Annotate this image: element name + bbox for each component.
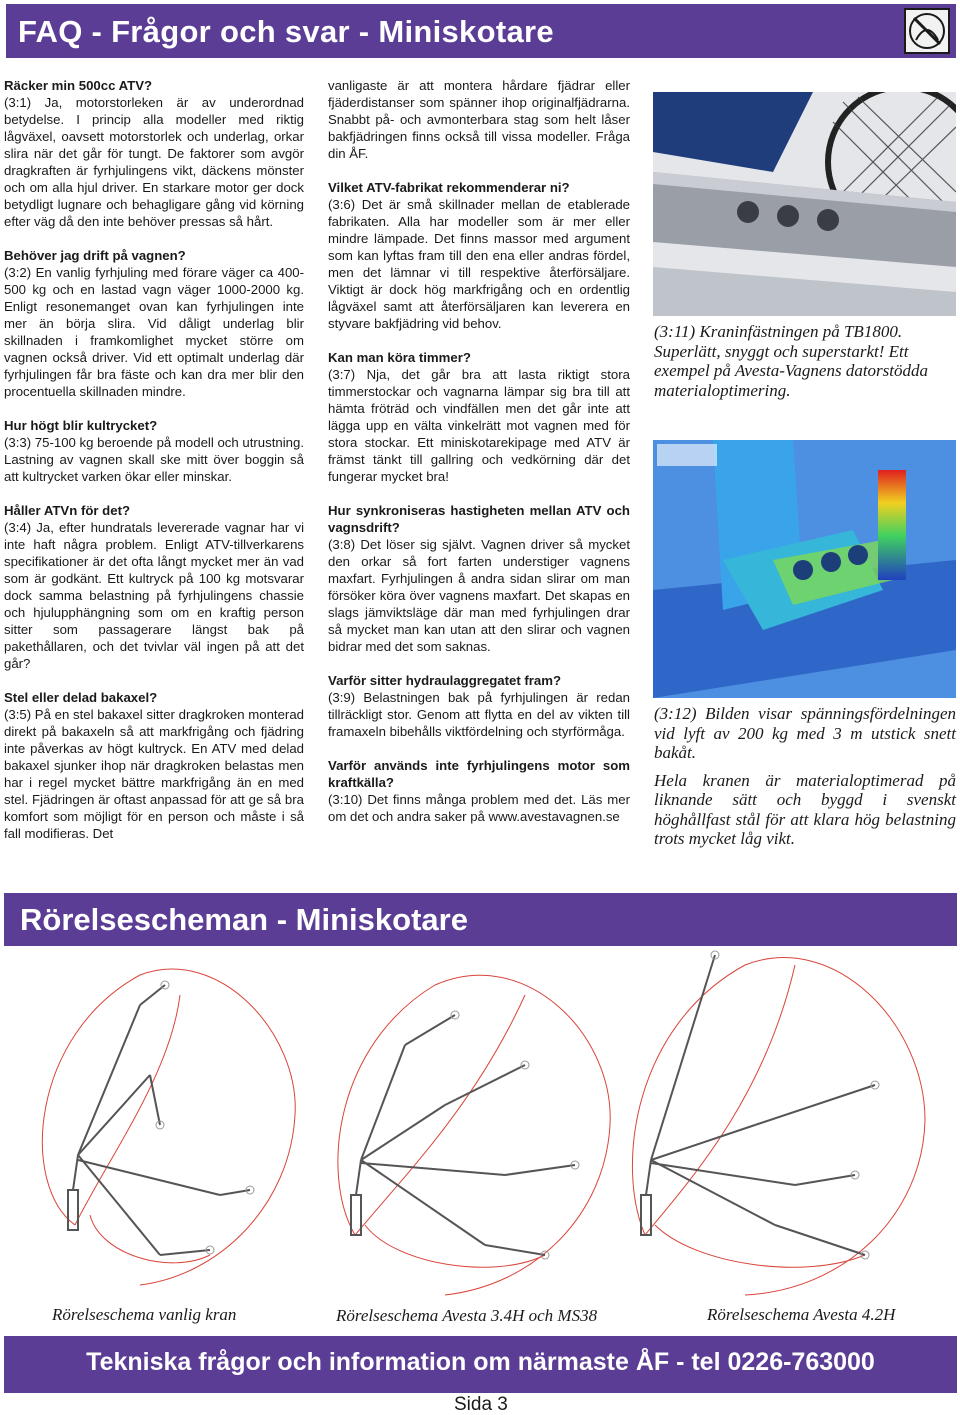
motion-diagram-standard-crane [20, 955, 310, 1300]
faq-answer: (3:9) Belastningen bak på fyrhjulingen är redan tillräckligt stor. Genom att flytta en del av vikten till framaxeln bibehålls viktfördelning och styrförmåga. [328, 690, 630, 739]
faq-answer: (3:1) Ja, motorstorleken är av underordnad betydelse. I princip alla modeller med riktig lågväxel, oavsett motorstorlek och underlag, orkar slira när det går för tungt. De faktorer som avgör dragkraften är fyrhjulingens vikt, däckens mönster och om alla hjul driver. En starkare motor ger dock betydligt lugnare och behagligare gång vid körning efter väg då den inte behöver pressas så hårt. [4, 95, 304, 229]
faq-answer: (3:6) Det är små skillnader mellan de etablerade fabrikaten. Alla har modeller som är mer eller mindre lämpade. Det finns massor med argument som kan lyftas fram till den ena eller andras fördel, men det lämnar vi till respektive återförsäljare. Viktigt är dock hög markfrigång och en ordentlig lågväxel samt att återförsäljaren kan leverera en styvare bakfjädring vid behov. [328, 197, 630, 331]
footer-banner [4, 1336, 957, 1393]
photo-caption: (3:11) Kraninfästningen på TB1800. Superlätt, snyggt och superstarkt! Ett exempel på Avesta-Vagnens datorstödda materialoptimering. [654, 322, 929, 400]
header-banner [6, 4, 956, 58]
diagram-caption: Rörelseschema Avesta 3.4H och MS38 [336, 1306, 598, 1325]
caption-paragraph: Hela kranen är materialoptimerad på liknande sätt och byggd i svenskt höghållfast stål för att klara hög belastning trots mycket låg vikt. [654, 770, 956, 848]
faq-answer: (3:7) Nja, det går bra att lasta riktigt stora timmerstockar och vagnarna lämpar sig bra till att hämta fröträd och vindfällen men det går inte att lägga upp en välta vinkelrätt mot vagnen med för stora stockar. Ett miniskotarekipage med ATV är främst tänkt till gallring och vedkörning där det fungerar mycket bra! [328, 367, 630, 484]
faq-question: Håller ATVn för det? [4, 503, 131, 518]
faq-answer: (3:8) Det löser sig självt. Vagnen driver så mycket den orkar så fort farten understiger vagnens maxfart. Fyrhjulingen å andra sidan slirar om man försöker köra över vagnens maxfart. Det skapas en slags jämviktsläge där man med fyrhjulingen drar så mycket man kan utan att den slirar och vagnen bidrar med det som saknas. [328, 537, 630, 654]
faq-question: Varför används inte fyrhjulingens motor som kraftkälla? [328, 758, 630, 790]
faq-answer: (3:10) Det finns många problem med det. Läs mer om det och andra saker på www.avestavagnen.se [328, 792, 630, 824]
motion-diagram-avesta-34h [325, 955, 625, 1300]
faq-question: Hur synkroniseras hastigheten mellan ATV och vagnsdrift? [328, 503, 630, 535]
faq-answer: (3:5) På en stel bakaxel sitter dragkroken monterad direkt på bakaxeln så att markfrigång och fjädring inte påverkas av högt kultryck. En ATV med delad bakaxel sjunker ihop när dragkroken belastas men har i regel mycket bättre markfrigång än en med stel. Fjädringen är oftast anpassad för att ge så bra komfort som möjligt för en person och måste i så fall modifieras. Det [4, 707, 304, 841]
crane-mount-photo [653, 92, 956, 316]
faq-answer: (3:4) Ja, efter hundratals levererade vagnar har vi inte haft några problem. Enligt ATV-tillverkarens specifikationer är det ofta långt mycket mer än vad som är godkänt. Ett kultryck på 100 kg motsvarar dock samma belastning på fyrhjulingens chassie och hjulupphängning som om en kraftig person sitter som passagerare längst bak på pakethållaren, och det tvivlar väl ingen på att det går? [4, 520, 304, 671]
section-banner [4, 893, 957, 946]
footer-contact-text: Tekniska frågor och information om närmaste ÅF - tel 0226-763000 [86, 1348, 875, 1376]
faq-question: Behöver jag drift på vagnen? [4, 248, 186, 263]
faq-question: Vilket ATV-fabrikat rekommenderar ni? [328, 180, 570, 195]
faq-question: Kan man köra timmer? [328, 350, 471, 365]
faq-answer-continuation: vanligaste är att montera hårdare fjädrar eller fjäderdistanser som spänner ihop originalfjädrarna. Snabbt på- och avmonterbara stag som helt låser bakfjädringen finns också till vissa modeller. Fråga din ÅF. [328, 78, 630, 161]
faq-question: Räcker min 500cc ATV? [4, 78, 153, 93]
caption-paragraph: (3:12) Bilden visar spänningsfördelningen vid lyft av 200 kg med 3 m utstick snett bakåt. [654, 704, 956, 762]
stress-analysis-image [653, 440, 956, 698]
photo-caption [654, 704, 956, 849]
middle-text-column [328, 77, 630, 825]
page-title: FAQ - Frågor och svar - Miniskotare [18, 14, 554, 49]
faq-question: Hur högt blir kultrycket? [4, 418, 158, 433]
faq-answer: (3:3) 75-100 kg beroende på modell och utrustning. Lastning av vagnen skall ske mitt över boggin så att kultrycket varken ökar eller minskar. [4, 435, 304, 484]
page-number: Sida 3 [454, 1394, 508, 1415]
diagram-caption: Rörelseschema vanlig kran [52, 1305, 237, 1324]
faq-question: Stel eller delad bakaxel? [4, 690, 158, 705]
diagram-caption: Rörelseschema Avesta 4.2H [707, 1305, 896, 1324]
crane-logo-icon [904, 8, 950, 54]
section-title: Rörelsescheman - Miniskotare [20, 902, 468, 937]
left-text-column [4, 77, 304, 842]
faq-question: Varför sitter hydraulaggregatet fram? [328, 673, 562, 688]
motion-diagram-avesta-42h [625, 945, 935, 1300]
faq-answer: (3:2) En vanlig fyrhjuling med förare väger ca 400-500 kg och en lastad vagn väger 1000-2000 kg. Enligt resonemanget ovan kan fyrhjulingen inte mer än börja slira. Vid dåligt underlag blir skillnaden i framkomlighet mycket större om vagnen också driver. Vid ett optimalt underlag där fyrhjulingen får bra fäste och kan dra mer blir den procentuella skillnaden mindre. [4, 265, 304, 399]
